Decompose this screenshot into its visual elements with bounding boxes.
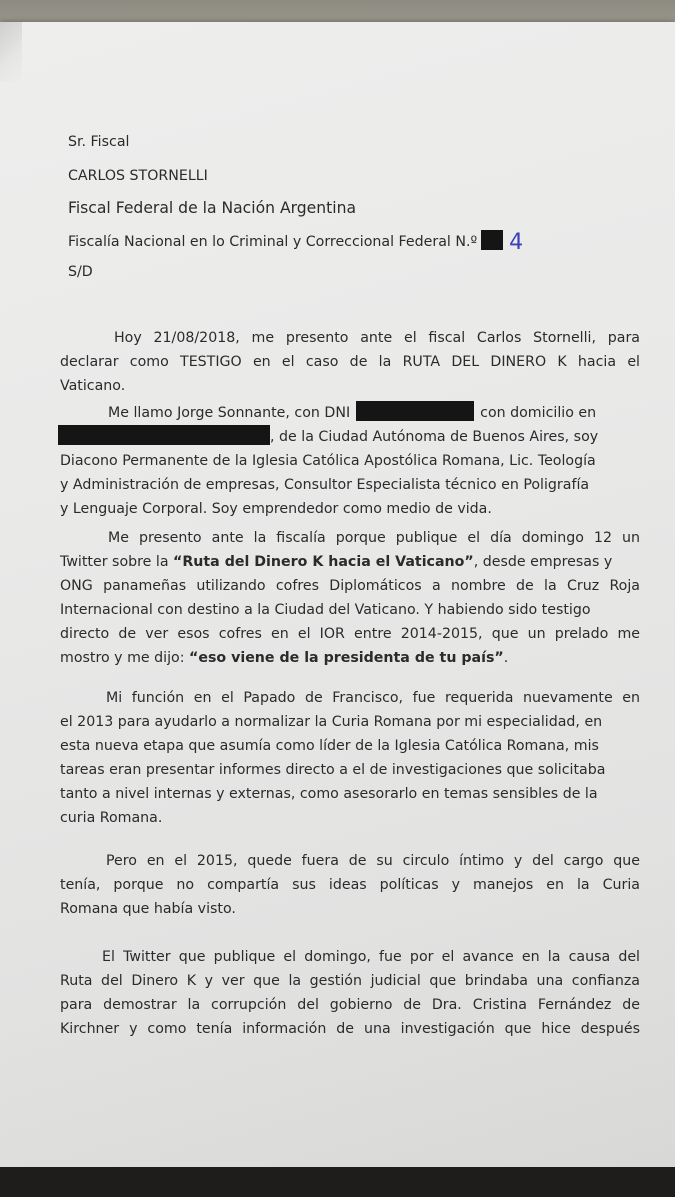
p1-line-3: Vaticano. <box>60 378 126 394</box>
paragraph-3 <box>60 526 640 670</box>
p2-line-1-end: con domicilio en <box>480 405 597 421</box>
p2-line-2-text: , de la Ciudad Autónoma de Buenos Aires, soy <box>270 429 599 445</box>
p3-quote-route: “Ruta del Dinero K hacia el Vaticano” <box>173 554 474 570</box>
paragraph-4 <box>60 686 640 830</box>
p6-line-3: para demostrar la corrupción del gobierno de Dra. Cristina Fernández de <box>60 997 640 1013</box>
p5-line-2: tenía, porque no compartía sus ideas políticas y manejos en la Curia <box>60 877 640 893</box>
p4-line-1: Mi función en el Papado de Francisco, fue requerida nuevamente en <box>106 690 640 706</box>
p3-line-1: Me presento ante la fiscalía porque publique el día domingo 12 un <box>108 530 640 546</box>
p3-quote-president: “eso viene de la presidenta de tu país” <box>189 650 504 666</box>
redaction-box <box>58 425 270 445</box>
p2-line-1-start: Me llamo Jorge Sonnante, con DNI <box>108 405 351 421</box>
p4-line-5: tanto a nivel internas y externas, como asesorarlo en temas sensibles de la <box>60 786 598 802</box>
p1-line-1: Hoy 21/08/2018, me presento ante el fiscal Carlos Stornelli, para <box>114 330 640 346</box>
p5-line-1: Pero en el 2015, quede fuera de su circulo íntimo y del cargo que <box>106 853 640 869</box>
p3-line-6 <box>60 646 640 670</box>
p6-line-2: Ruta del Dinero K y ver que la gestión judicial que brindaba una confianza <box>60 973 640 989</box>
paragraph-5 <box>60 849 640 921</box>
redaction-box <box>356 401 474 421</box>
background-table-edge <box>0 1167 675 1197</box>
p3-line-2-start: Twitter sobre la <box>60 554 169 570</box>
p3-line-2 <box>60 550 640 574</box>
p4-line-6: curia Romana. <box>60 810 163 826</box>
p2-line-3: Diacono Permanente de la Iglesia Católica Apostólica Romana, Lic. Teología <box>60 453 596 469</box>
p4-line-2: el 2013 para ayudarlo a normalizar la Curia Romana por mi especialidad, en <box>60 714 603 730</box>
p1-line-2: declarar como TESTIGO en el caso de la RUTA DEL DINERO K hacia el <box>60 354 640 370</box>
recipient-name: CARLOS STORNELLI <box>68 168 208 184</box>
p4-line-3: esta nueva etapa que asumía como líder de la Iglesia Católica Romana, mis <box>60 738 599 754</box>
recipient-office <box>68 230 523 253</box>
p3-line-3: ONG panameñas utilizando cofres Diplomáticos a nombre de la Cruz Roja <box>60 578 640 594</box>
p2-line-1 <box>60 401 640 425</box>
p6-line-1: El Twitter que publique el domingo, fue por el avance en la causa del <box>102 949 640 965</box>
paragraph-6 <box>60 945 640 1041</box>
page-corner-fold <box>0 22 22 82</box>
recipient-salutation: Sr. Fiscal <box>68 134 130 150</box>
p3-line-4: Internacional con destino a la Ciudad del Vaticano. Y habiendo sido testigo <box>60 602 591 618</box>
p3-line-6-end: . <box>503 650 509 666</box>
sd-line: S/D <box>68 264 93 280</box>
p5-line-3: Romana que había visto. <box>60 901 236 917</box>
p3-line-5: directo de ver esos cofres en el IOR entre 2014-2015, que un prelado me <box>60 626 640 642</box>
redaction-box <box>481 230 503 250</box>
paragraph-2 <box>60 401 640 521</box>
recipient-title: Fiscal Federal de la Nación Argentina <box>68 199 357 217</box>
paragraph-1 <box>60 326 640 398</box>
p2-line-2 <box>60 425 640 449</box>
p3-line-6-start: mostro y me dijo: <box>60 650 185 666</box>
p6-line-4: Kirchner y como tenía información de una investigación que hice después <box>60 1021 640 1037</box>
p2-line-4: y Administración de empresas, Consultor Especialista técnico en Poligrafía <box>60 477 590 493</box>
handwritten-number: 4 <box>509 230 524 255</box>
p2-line-5: y Lenguaje Corporal. Soy emprendedor como medio de vida. <box>60 501 492 517</box>
p3-line-2-end: , desde empresas y <box>473 554 613 570</box>
p4-line-4: tareas eran presentar informes directo a el de investigaciones que solicitaba <box>60 762 606 778</box>
recipient-office-text: Fiscalía Nacional en lo Criminal y Correccional Federal N.º <box>68 234 478 250</box>
